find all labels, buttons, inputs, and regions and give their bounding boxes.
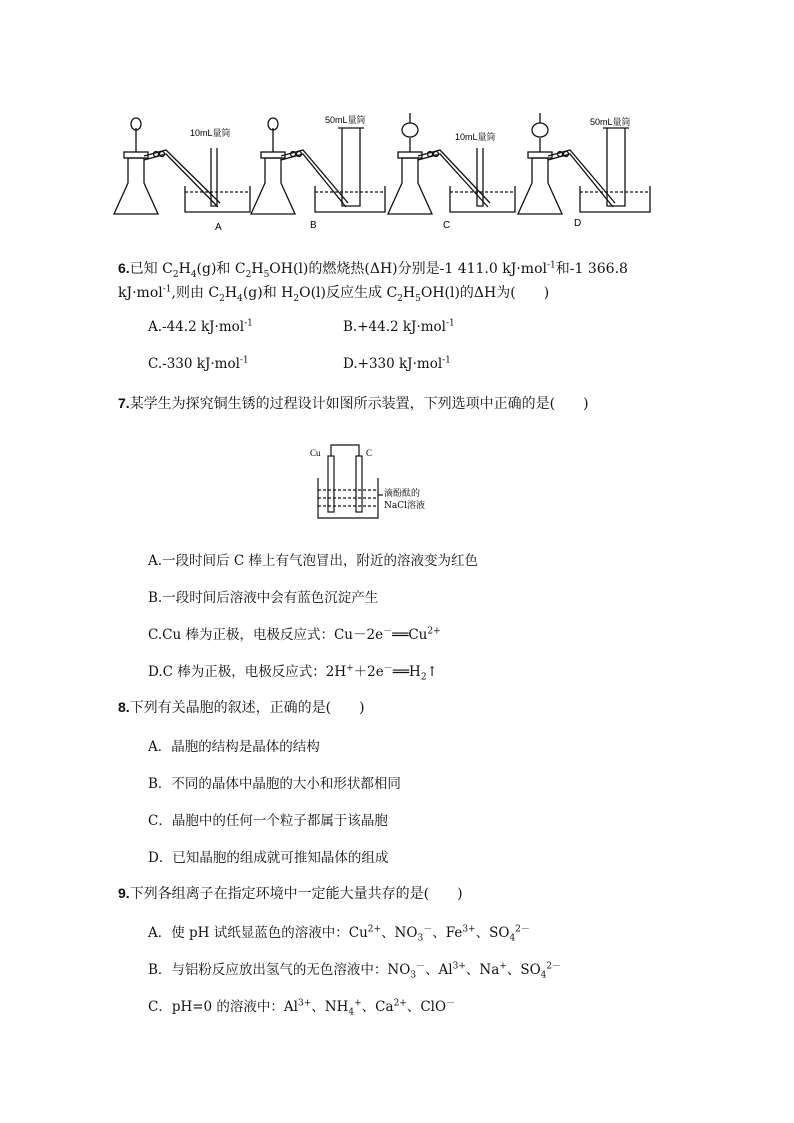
- q9-option-c[interactable]: C．pH=0 的溶液中：$Al^{3+}$、$NH_4^+$、$Ca^{2+}$、ClO－: [148, 998, 456, 1018]
- q9-stem: 9.下列各组离子在指定环境中一定能大量共存的是( ): [118, 885, 463, 902]
- q6-line2: kJ·mol$^{-1}$,则由 $C_2H_4(g)$和 $H_2O(l)$反应生成 $C_2H_5OH(l)$的ΔH为( ): [118, 284, 550, 304]
- solution-label-2: NaCl溶液: [384, 501, 426, 511]
- electrode-label-cu: Cu: [310, 448, 321, 458]
- electrolysis-cell-figure: [308, 440, 433, 522]
- q9-number: 9.: [118, 885, 130, 901]
- q8-option-c[interactable]: C．晶胞中的任何一个粒子都属于该晶胞: [148, 813, 388, 829]
- q6-option-b[interactable]: B.+44.2 kJ·mol$^{-1}$: [343, 318, 455, 335]
- cylinder-label-c: 10mL量筒: [455, 132, 496, 142]
- apparatus-c: [388, 113, 515, 214]
- solution-label-1: 滴酚酞的: [384, 489, 421, 499]
- q7-number: 7.: [118, 395, 130, 411]
- q6-option-c[interactable]: C.-330 kJ·mol$^{-1}$: [148, 355, 249, 372]
- q6-number: 6.: [118, 260, 130, 276]
- q7-option-d[interactable]: D.C 棒为正极，电极反应式：$2H^++2e^-══H_2↑$: [148, 663, 438, 683]
- cylinder-label-d: 50mL量筒: [590, 117, 631, 127]
- q8-number: 8.: [118, 699, 130, 715]
- q8-option-d[interactable]: D．已知晶胞的组成就可推知晶体的组成: [148, 850, 389, 866]
- apparatus-letter-c: C: [443, 220, 451, 231]
- q6-option-d[interactable]: D.+330 kJ·mol$^{-1}$: [343, 355, 451, 372]
- q8-stem: 8.下列有关晶胞的叙述，正确的是( ): [118, 699, 365, 716]
- q8-option-a[interactable]: A．晶胞的结构是晶体的结构: [148, 739, 320, 755]
- q9-option-a[interactable]: A．使 pH 试纸显蓝色的溶液中：$Cu^{2+}$、$NO_3^-$、$Fe^{3+}$、$SO_4^{2-}$: [148, 924, 530, 944]
- apparatus-b: [251, 118, 385, 214]
- q6-option-a[interactable]: A.-44.2 kJ·mol$^{-1}$: [148, 318, 253, 335]
- q7-option-c[interactable]: C.Cu 棒为正极，电极反应式：$Cu-2e^-══Cu^{2+}$: [148, 626, 441, 643]
- cylinder-label-a: 10mL量筒: [190, 128, 231, 138]
- q7-option-a[interactable]: A.一段时间后 C 棒上有气泡冒出，附近的溶液变为红色: [148, 553, 478, 569]
- q9-option-b[interactable]: B．与铝粉反应放出氢气的无色溶液中：$NO_3^-$、$Al^{3+}$、Na+、$SO_4^{2-}$: [148, 961, 562, 981]
- q6-line1: 6.已知 $C_2H_4(g)$和 $C_2H_5OH(l)$的燃烧热(ΔH)分别是-1 411.0 kJ·mol$^{-1}$和-1 366.8: [118, 260, 628, 280]
- apparatus-letter-b: B: [310, 220, 317, 231]
- apparatus-d: [518, 113, 650, 214]
- apparatus-letter-d: D: [574, 218, 582, 229]
- gas-collection-apparatus-figure: [110, 108, 680, 238]
- apparatus-letter-a: A: [215, 222, 222, 233]
- q8-option-b[interactable]: B．不同的晶体中晶胞的大小和形状都相同: [148, 776, 401, 792]
- q7-option-b[interactable]: B.一段时间后溶液中会有蓝色沉淀产生: [148, 590, 379, 606]
- q7-stem: 7.某学生为探究铜生锈的过程设计如图所示装置，下列选项中正确的是( ): [118, 395, 589, 412]
- electrode-label-c: C: [366, 448, 373, 458]
- cylinder-label-b: 50mL量筒: [325, 115, 366, 125]
